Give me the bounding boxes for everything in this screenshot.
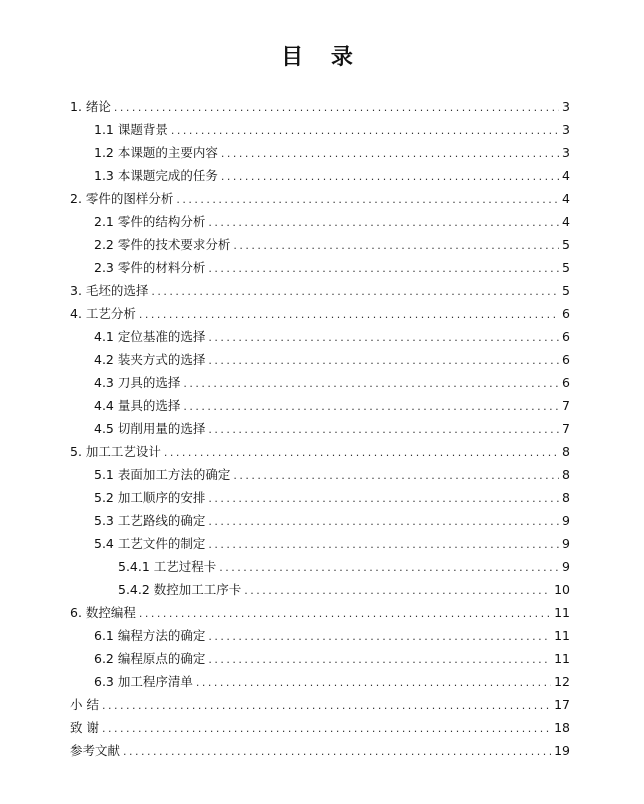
page-title: 目 录 (281, 45, 363, 70)
toc-entry[interactable] (70, 187, 570, 210)
toc-leader-dots (151, 280, 559, 303)
toc-entry-label: 6.1 编程方法的确定 (94, 628, 206, 643)
toc-entry-page: 11 (554, 605, 570, 620)
toc-entry[interactable] (70, 509, 570, 532)
toc-leader-dots (233, 234, 559, 257)
toc-entry-label: 4.1 定位基准的选择 (94, 329, 206, 344)
toc-entry-label: 1. 绪论 (70, 99, 111, 114)
toc-entry[interactable] (70, 371, 570, 394)
toc-entry-page: 5 (562, 283, 570, 298)
toc-leader-dots (244, 579, 551, 602)
toc-leader-dots (208, 510, 559, 533)
toc-leader-dots (183, 395, 559, 418)
toc-entry-page: 4 (562, 191, 570, 206)
toc-entry-label: 4.2 装夹方式的选择 (94, 352, 206, 367)
toc-entry-label: 1.3 本课题完成的任务 (94, 168, 218, 183)
toc-entry-page: 6 (562, 306, 570, 321)
toc-leader-dots (183, 372, 559, 395)
toc-leader-dots (208, 625, 551, 648)
toc-entry-label: 2. 零件的图样分析 (70, 191, 174, 206)
toc-entry-page: 6 (562, 352, 570, 367)
toc-entry[interactable] (70, 141, 570, 164)
toc-entry-page: 12 (554, 674, 570, 689)
toc-entry[interactable] (70, 716, 570, 739)
toc-entry[interactable] (70, 670, 570, 693)
toc-entry-label: 1.2 本课题的主要内容 (94, 145, 218, 160)
toc-entry-label: 3. 毛坯的选择 (70, 283, 149, 298)
toc-entry-label: 2.1 零件的结构分析 (94, 214, 206, 229)
toc-entry-label: 4.4 量具的选择 (94, 398, 181, 413)
toc-entry-page: 10 (554, 582, 570, 597)
toc-entry-label: 6.3 加工程序清单 (94, 674, 193, 689)
toc-entry-page: 19 (554, 743, 570, 758)
toc-entry-label: 5.4 工艺文件的制定 (94, 536, 206, 551)
toc-entry-label: 2.3 零件的材料分析 (94, 260, 206, 275)
toc-entry-label: 6. 数控编程 (70, 605, 136, 620)
toc-leader-dots (102, 694, 551, 717)
toc-entry-page: 8 (562, 490, 570, 505)
toc-leader-dots (139, 303, 559, 326)
toc-entry-page: 11 (554, 628, 570, 643)
toc-entry-page: 8 (562, 467, 570, 482)
toc-entry[interactable] (70, 601, 570, 624)
toc-entry-page: 3 (562, 145, 570, 160)
toc-entry[interactable] (70, 95, 570, 118)
toc-entry[interactable] (70, 555, 570, 578)
toc-entry-page: 9 (562, 559, 570, 574)
toc-entry[interactable] (70, 233, 570, 256)
toc-entry[interactable] (70, 532, 570, 555)
toc-leader-dots (176, 188, 559, 211)
toc-entry[interactable] (70, 348, 570, 371)
toc-entry[interactable] (70, 256, 570, 279)
toc-entry[interactable] (70, 647, 570, 670)
toc-entry-page: 18 (554, 720, 570, 735)
toc-entry-label: 小 结 (70, 697, 99, 712)
toc-entry-page: 5 (562, 237, 570, 252)
toc-entry-label: 5.3 工艺路线的确定 (94, 513, 206, 528)
toc-entry-label: 5.4.1 工艺过程卡 (118, 559, 217, 574)
toc-entry-page: 6 (562, 375, 570, 390)
toc-entry-page: 7 (562, 398, 570, 413)
toc-leader-dots (114, 96, 559, 119)
toc-leader-dots (208, 349, 559, 372)
toc-entry-label: 5.2 加工顺序的安排 (94, 490, 206, 505)
toc-entry[interactable] (70, 486, 570, 509)
toc-entry[interactable] (70, 210, 570, 233)
toc-entry-page: 7 (562, 421, 570, 436)
toc-leader-dots (123, 740, 551, 763)
toc-entry-label: 6.2 编程原点的确定 (94, 651, 206, 666)
toc-entry[interactable] (70, 417, 570, 440)
toc-entry-page: 8 (562, 444, 570, 459)
toc-leader-dots (219, 556, 559, 579)
toc-entry[interactable] (70, 463, 570, 486)
toc-entry-page: 11 (554, 651, 570, 666)
table-of-contents (70, 95, 570, 762)
toc-entry[interactable] (70, 693, 570, 716)
toc-leader-dots (208, 533, 559, 556)
toc-entry-label: 致 谢 (70, 720, 99, 735)
toc-leader-dots (221, 165, 559, 188)
toc-entry[interactable] (70, 164, 570, 187)
toc-entry[interactable] (70, 118, 570, 141)
toc-entry[interactable] (70, 578, 570, 601)
toc-entry[interactable] (70, 394, 570, 417)
toc-entry[interactable] (70, 739, 570, 762)
toc-leader-dots (208, 487, 559, 510)
toc-entry[interactable] (70, 325, 570, 348)
toc-entry-page: 5 (562, 260, 570, 275)
toc-entry[interactable] (70, 624, 570, 647)
toc-entry[interactable] (70, 279, 570, 302)
toc-leader-dots (102, 717, 551, 740)
toc-entry-label: 1.1 课题背景 (94, 122, 168, 137)
toc-leader-dots (164, 441, 559, 464)
toc-leader-dots (233, 464, 559, 487)
toc-entry-page: 3 (562, 122, 570, 137)
toc-entry[interactable] (70, 440, 570, 463)
toc-entry-page: 3 (562, 99, 570, 114)
toc-entry-page: 9 (562, 536, 570, 551)
toc-entry-page: 9 (562, 513, 570, 528)
toc-leader-dots (171, 119, 559, 142)
toc-leader-dots (221, 142, 559, 165)
toc-entry-label: 4.5 切削用量的选择 (94, 421, 206, 436)
toc-entry-page: 4 (562, 214, 570, 229)
toc-entry[interactable] (70, 302, 570, 325)
toc-leader-dots (196, 671, 551, 694)
toc-entry-label: 5.1 表面加工方法的确定 (94, 467, 231, 482)
toc-entry-label: 5.4.2 数控加工工序卡 (118, 582, 242, 597)
toc-entry-page: 4 (562, 168, 570, 183)
toc-leader-dots (208, 211, 559, 234)
toc-leader-dots (208, 326, 559, 349)
toc-entry-label: 4. 工艺分析 (70, 306, 136, 321)
toc-entry-label: 2.2 零件的技术要求分析 (94, 237, 231, 252)
toc-entry-page: 6 (562, 329, 570, 344)
toc-leader-dots (208, 418, 559, 441)
toc-entry-label: 参考文献 (70, 743, 121, 758)
toc-leader-dots (139, 602, 551, 625)
toc-leader-dots (208, 257, 559, 280)
toc-entry-label: 5. 加工工艺设计 (70, 444, 161, 459)
toc-entry-label: 4.3 刀具的选择 (94, 375, 181, 390)
toc-entry-page: 17 (554, 697, 570, 712)
toc-leader-dots (208, 648, 551, 671)
